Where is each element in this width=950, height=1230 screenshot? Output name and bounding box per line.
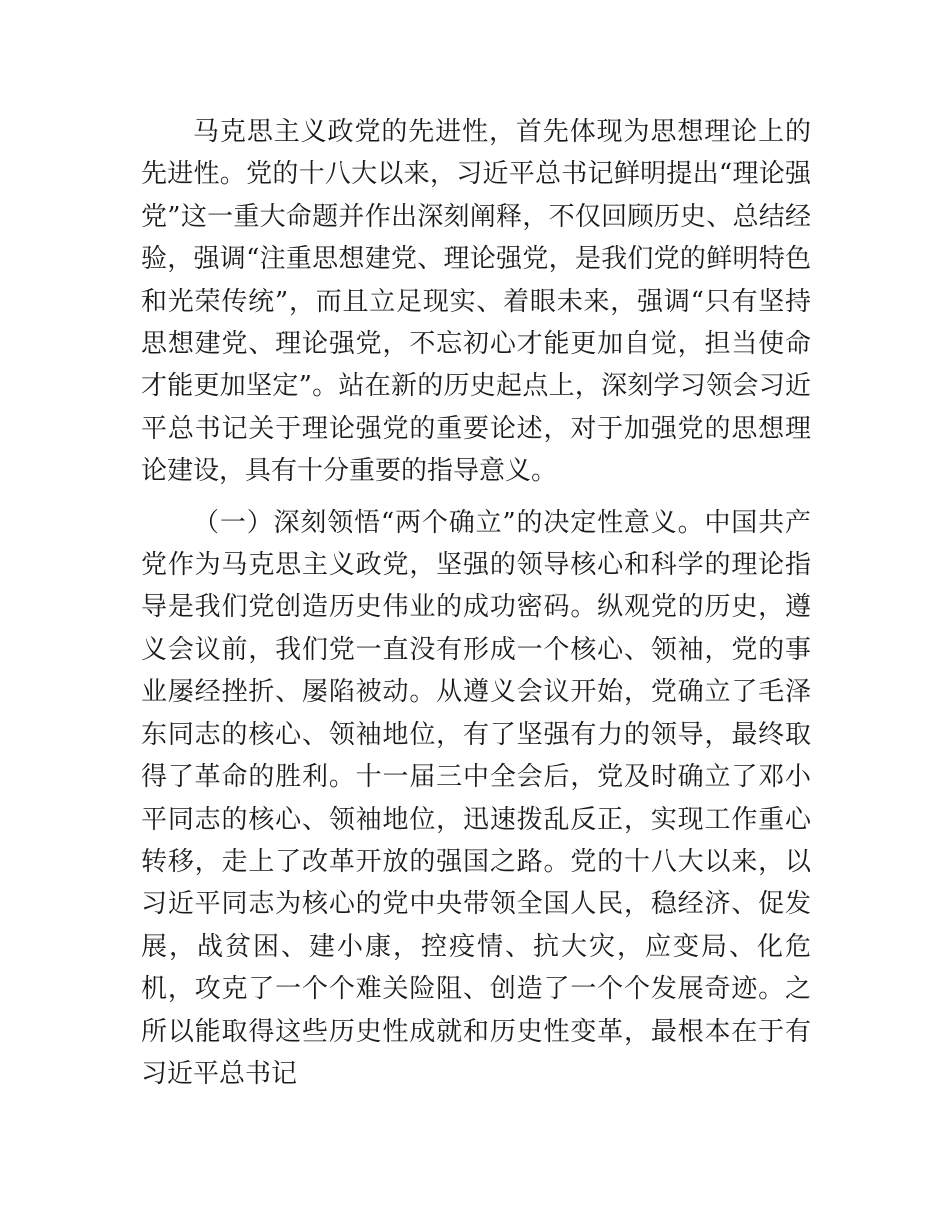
paragraph-section-one: （一）深刻领悟“两个确立”的决定性意义。中国共产党作为马克思主义政党，坚强的领导核心和科学的理论指导是我们党创造历史伟业的成功密码。纵观党的历史，遵义会议前，我们党一直没有形成一个核心、领袖，党的事业屡经挫折、屡陷被动。从遵义会议开始，党确立了毛泽东同志的核心、领袖地位，有了坚强有力的领导，最终取得了革命的胜利。十一届三中全会后，党及时确立了邓小平同志的核心、领袖地位，迅速拨乱反正，实现工作重心转移，走上了改革开放的强国之路。党的十八大以来，以习近平同志为核心的党中央带领全国人民，稳经济、促发展，战贫困、建小康，控疫情、抗大灾，应变局、化危机，攻克了一个个难关险阻、创造了一个个发展奇迹。之所以能取得这些历史性成就和历史性变革，最根本在于有习近平总书记 [141,507,811,1089]
paragraph-intro: 马克思主义政党的先进性，首先体现为思想理论上的先进性。党的十八大以来，习近平总书记鲜明提出“理论强党”这一重大命题并作出深刻阐释，不仅回顾历史、总结经验，强调“注重思想建党、理论强党，是我们党的鲜明特色和光荣传统”，而且立足现实、着眼未来，强调“只有坚持思想建党、理论强党，不忘初心才能更加自觉，担当使命才能更加坚定”。站在新的历史起点上，深刻学习领会习近平总书记关于理论强党的重要论述，对于加强党的思想理论建设，具有十分重要的指导意义。 [141,117,811,487]
document-body [141,111,811,1095]
